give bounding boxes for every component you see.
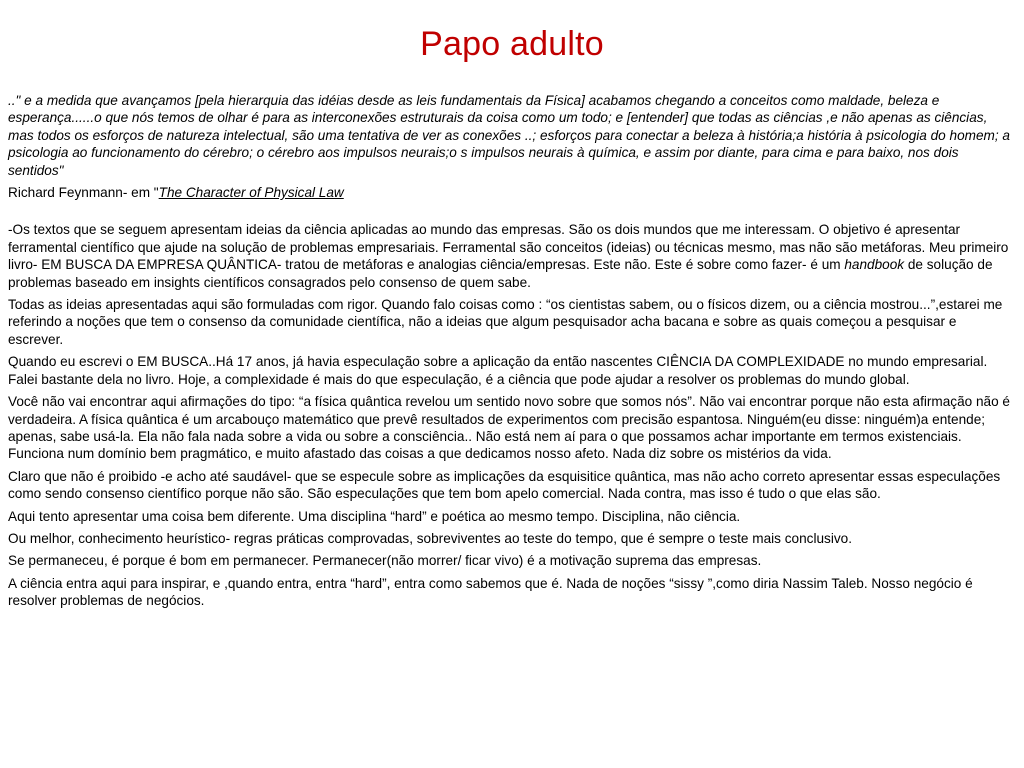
paragraph-quantum: Você não vai encontrar aqui afirmações do tipo: “a física quântica revelou um sentido novo sobre que somos nós”. Não vai encontrar porque não esta afirmação não é verdadeira. A física quântica é um arcabouço matemático que prevê resultados de experimentos com precisão espantosa. Ninguém(eu disse: ninguém)a entende; apenas, sabe usá-la. Ela não fala nada sobre a vida ou sobre a consciência.. Não está nem aí para o que possamos achar importante em termos existenciais. Funciona num domínio bem pragmático, e muito afastado das coisas a que dedicamos nosso afeto. Nada diz sobre os mistérios da vida.: [8, 394, 1010, 462]
slide-title: Papo adulto: [420, 25, 604, 63]
paragraph-rigor: Todas as ideias apresentadas aqui são formuladas com rigor. Quando falo coisas como : “os cientistas sabem, ou o físicos dizem, ou a ciência mostrou...”,estarei me referindo a noções que tem o consenso da comunidade científica, não a ideias que algum pesquisador acha bacana e sobre as quais começou a pesquisar e escrever.: [8, 297, 1003, 347]
book-link[interactable]: The Character of Physical Law: [158, 185, 344, 201]
attribution-author: Richard Feynmann- em ": [8, 185, 159, 201]
paragraph-discipline: Aqui tento apresentar uma coisa bem diferente. Uma disciplina “hard” e poética ao mesmo tempo. Disciplina, não ciência.: [8, 508, 741, 524]
paragraph-intro: [8, 221, 1014, 291]
slide-body: [8, 92, 1014, 615]
feynman-quote: .." e a medida que avançamos [pela hierarquia das idéias desde as leis fundamentais da Física] acabamos chegando a conceitos como maldade, beleza e esperança......o que nós temos de olhar é para as interconexões estruturais da coisa como um todo; e [entender] que todas as ciências ,e não apenas as ciências, mas todos os esforços de natureza intelectual, são uma tentativa de ver as conexões ..; esforços para conectar a beleza à história;a história à psicologia do homem; a psicologia ao funcionamento do cérebro; o cérebro aos impulsos neurais;o s impulsos neurais à química, e assim por diante, para cima e para baixo, nos dois sentidos": [8, 93, 1010, 178]
handbook-term: handbook: [844, 257, 905, 273]
quote-attribution: [8, 184, 1014, 201]
paragraph-heuristic: Ou melhor, conhecimento heurístico- regras práticas comprovadas, sobreviventes ao teste do tempo, que é sempre o teste mais conclusivo.: [8, 530, 852, 546]
paragraph-permanence: Se permaneceu, é porque é bom em permanecer. Permanecer(não morrer/ ficar vivo) é a motivação suprema das empresas.: [8, 553, 762, 569]
intro-text-end: de solução de problemas baseado em insights científicos consagrados pelo consenso de quem sabe.: [8, 257, 993, 290]
paragraph-speculation: Claro que não é proibido -e acho até saudável- que se especule sobre as implicações da esquisitice quântica, mas não acho correto apresentar essas especulações como sendo consenso científico porque não são. São especulações que tem bom apelo comercial. Nada contra, mas isso é tudo o que elas são.: [8, 468, 1001, 502]
paragraph-science-hard: A ciência entra aqui para inspirar, e ,quando entra, entra “hard”, entra como sabemos que é. Nada de noções “sissy ”,como diria Nassim Taleb. Nosso negócio é resolver problemas de negócios.: [8, 575, 973, 609]
paragraph-complexity: Quando eu escrevi o EM BUSCA..Há 17 anos, já havia especulação sobre a aplicação da então nascentes CIÊNCIA DA COMPLEXIDADE no mundo empresarial. Falei bastante dela no livro. Hoje, a complexidade é mais do que especulação, é a ciência que pode ajudar a resolver os problemas do mundo global.: [8, 354, 988, 387]
intro-text-start: -Os textos que se seguem apresentam ideias da ciência aplicadas ao mundo das empresas. São os dois mundos que me interessam. O objetivo é apresentar ferramental científico que ajude na solução de problemas empresariais. Ferramental são conceitos (ideias) ou técnicas mesmo, mas não são metáforas. Meu primeiro livro- EM BUSCA DA EMPRESA QUÂNTICA- tratou de metáforas e analogias ciência/empresas. Este não. Este é sobre como fazer- é um: [8, 222, 1009, 273]
